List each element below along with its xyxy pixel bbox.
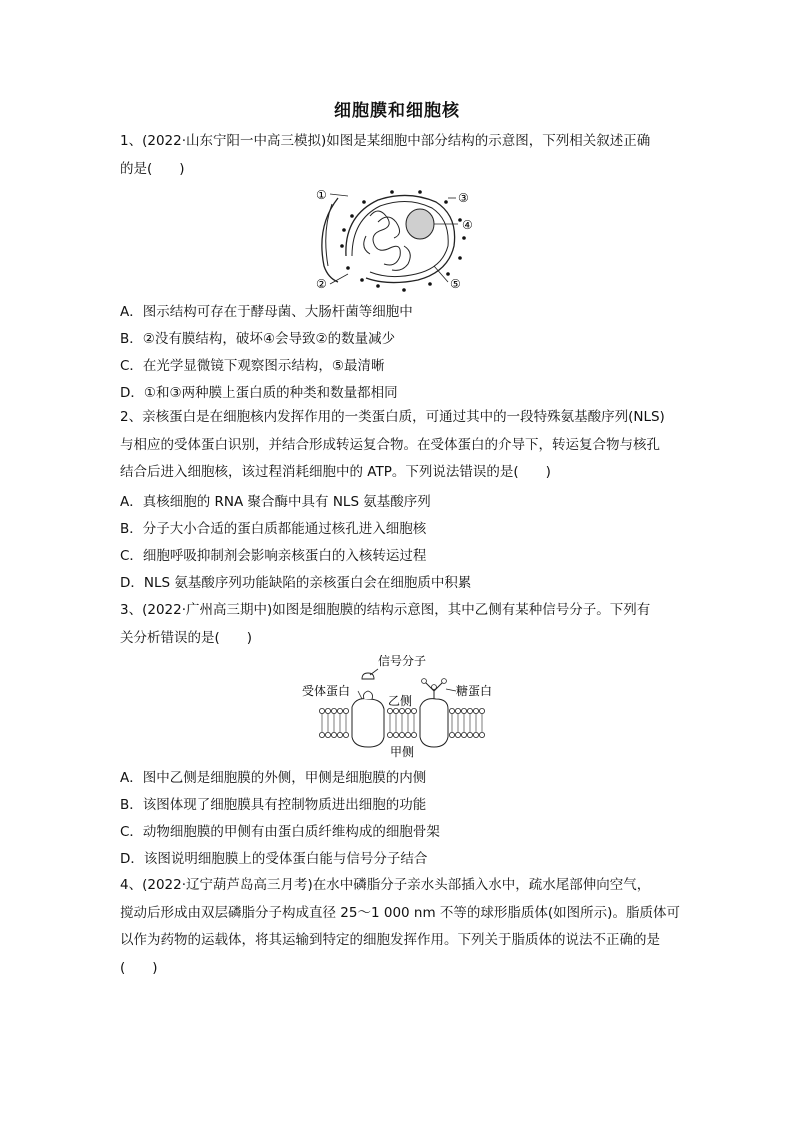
question-2-line: 2、亲核蛋白是在细胞核内发挥作用的一类蛋白质，可通过其中的一段特殊氨基酸序列(NLS) (120, 409, 665, 425)
signal-molecule-label: 信号分子 (378, 655, 427, 668)
sugar-chain (424, 681, 444, 699)
question-1-option-d: D．①和③两种膜上蛋白质的种类和数量都相同 (120, 385, 398, 401)
glycoprotein (420, 699, 448, 747)
question-1-stem (120, 128, 680, 183)
question-3-stem (120, 597, 680, 652)
question-3-option-d: D．该图说明细胞膜上的受体蛋白能与信号分子结合 (120, 851, 428, 867)
question-2-option-b: B．分子大小合适的蛋白质都能通过核孔进入细胞核 (120, 521, 427, 537)
er-inner-membrane (352, 201, 448, 276)
lipid-heads-bottom (319, 732, 484, 737)
question-1-option-c: C．在光学显微镜下观察图示结构，⑤最清晰 (120, 358, 385, 374)
question-2-option-c: C．细胞呼吸抑制剂会影响亲核蛋白的入核转运过程 (120, 548, 427, 564)
cell-structure-figure (308, 186, 480, 292)
question-2-line: 结合后进入细胞核，该过程消耗细胞中的 ATP。下列说法错误的是( ) (120, 464, 551, 480)
receptor-site (364, 691, 373, 699)
signal-molecule (362, 673, 374, 679)
question-4-stem (120, 872, 680, 982)
question-4-line: 以作为药物的运载体，将其运输到特定的细胞发挥作用。下列关于脂质体的说法不正确的是 (120, 932, 660, 948)
question-3-option-b: B．该图体现了细胞膜具有控制物质进出细胞的功能 (120, 797, 427, 813)
question-2-option-d: D．NLS 氨基酸序列功能缺陷的亲核蛋白会在细胞质中积累 (120, 575, 472, 591)
receptor-protein-label: 受体蛋白 (302, 684, 351, 698)
cell-membrane-inner (326, 204, 332, 266)
page-title: 细胞膜和细胞核 (334, 101, 460, 121)
chromatin (364, 211, 411, 270)
question-3-option-a: A．图中乙侧是细胞膜的外侧，甲侧是细胞膜的内侧 (120, 770, 427, 786)
question-2-option-a: A．真核细胞的 RNA 聚合酶中具有 NLS 氨基酸序列 (120, 494, 431, 510)
figure-label: ② (316, 277, 327, 291)
lipid-tails (322, 714, 482, 732)
question-3-line: 3、(2022·广州高三期中)如图是细胞膜的结构示意图，其中乙侧有某种信号分子。下列有 (120, 602, 651, 618)
side-b-label: 乙侧 (388, 694, 413, 708)
question-1-option-b: B．②没有膜结构，破坏④会导致②的数量减少 (120, 331, 396, 347)
question-2-line: 与相应的受体蛋白识别，并结合形成转运复合物。在受体蛋白的介导下，转运复合物与核孔 (120, 436, 660, 453)
side-a-label: 甲侧 (390, 745, 415, 759)
figure-label: ① (316, 188, 327, 202)
figure-label: ③ (458, 191, 469, 205)
question-3-option-c: C．动物细胞膜的甲侧有由蛋白质纤维构成的细胞骨架 (120, 824, 440, 840)
figure-label: ④ (462, 218, 473, 232)
question-1-line: 1、(2022·山东宁阳一中高三模拟)如图是某细胞中部分结构的示意图，下列相关叙述正确 (120, 133, 651, 149)
question-3-line: 关分析错误的是( ) (120, 629, 253, 646)
glycoprotein-label: 糖蛋白 (456, 684, 493, 698)
receptor-protein (352, 699, 384, 747)
cell-membrane-figure (296, 655, 506, 759)
question-1-line: 的是( ) (120, 160, 185, 177)
question-4-line: ( ) (120, 959, 158, 976)
question-4-line: 搅动后形成由双层磷脂分子构成直径 25～1 000 nm 不等的球形脂质体(如图所示)。脂质体可 (120, 904, 680, 921)
question-2-stem (120, 404, 680, 487)
question-4-line: 4、(2022·辽宁葫芦岛高三月考)在水中磷脂分子亲水头部插入水中，疏水尾部伸向空气， (120, 877, 651, 893)
lipid-heads-top (319, 708, 484, 713)
question-1-option-a: A．图示结构可存在于酵母菌、大肠杆菌等细胞中 (120, 304, 413, 320)
figure-label: ⑤ (450, 277, 461, 291)
nucleolus (406, 209, 434, 239)
